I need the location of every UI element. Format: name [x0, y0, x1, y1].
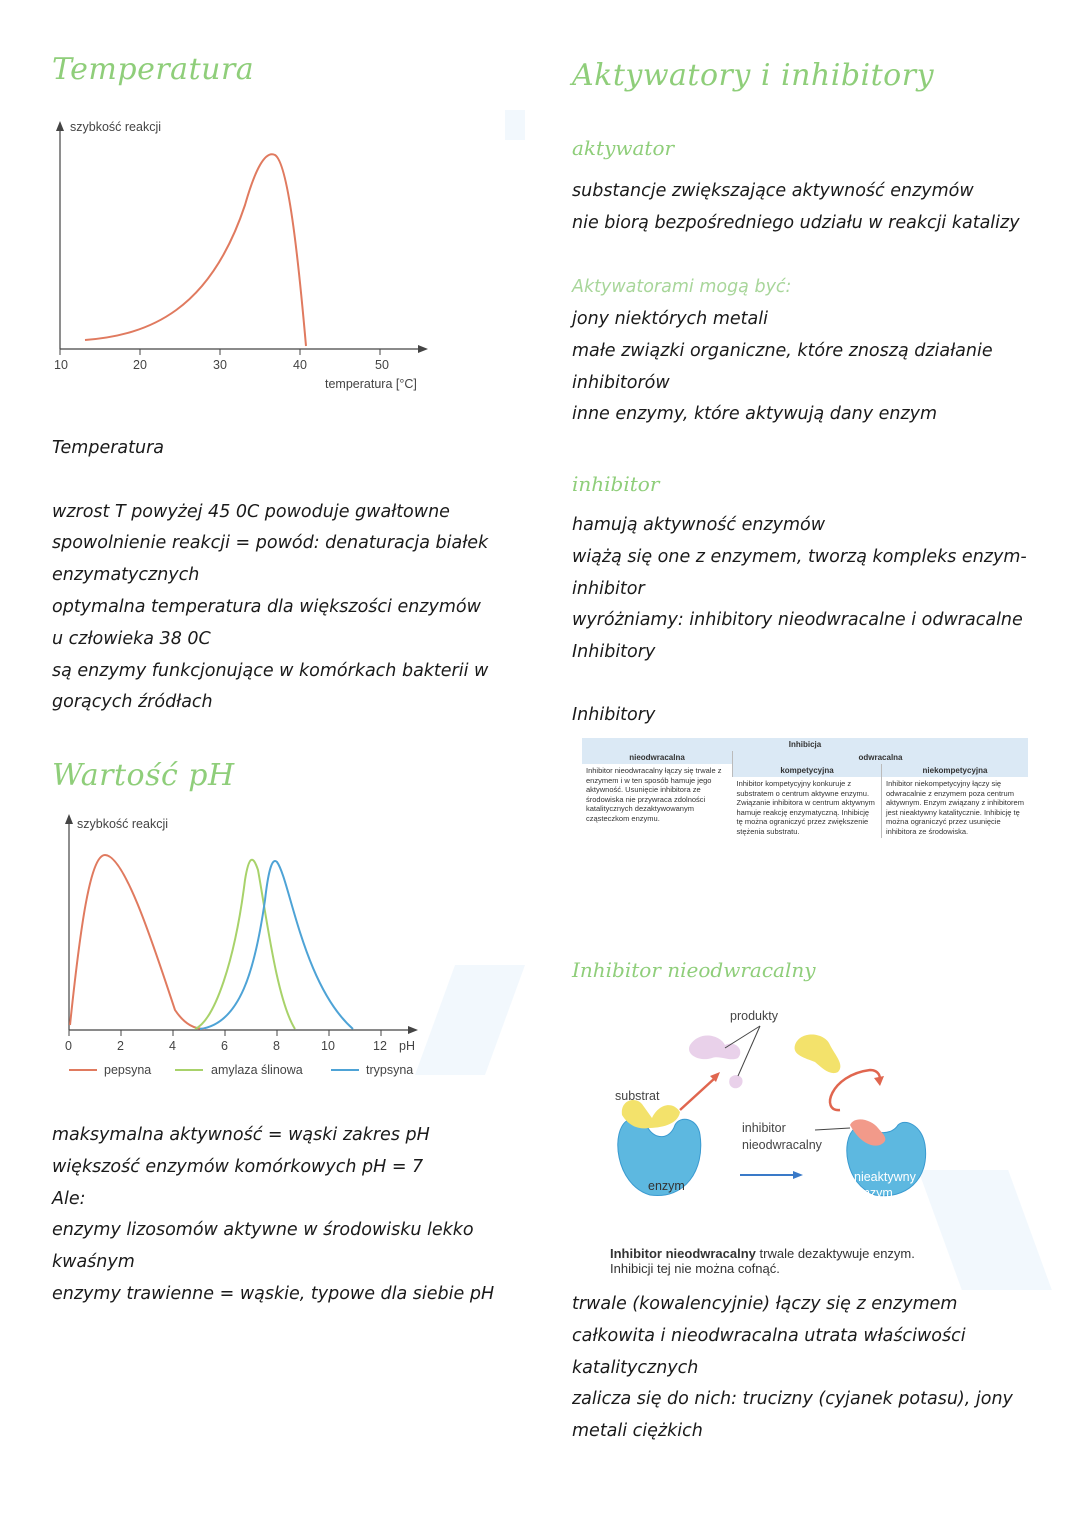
table-header-noncompetitive: niekompetycyjna — [882, 764, 1029, 777]
note-line: gorących źródłach — [52, 692, 213, 713]
caption-rest: trwale dezaktywuje enzym. — [755, 1246, 915, 1261]
table-title: Inhibicja — [582, 738, 1028, 751]
label-products: produkty — [730, 1009, 778, 1023]
temperature-heading: Temperatura — [52, 52, 255, 87]
irreversible-notes — [572, 1289, 1013, 1448]
legend-label: pepsyna — [104, 1063, 152, 1077]
note-line: optymalna temperatura dla większości enzymów — [52, 596, 481, 617]
y-axis-label: szybkość reakcji — [70, 120, 161, 134]
irreversible-inhibitor-diagram — [600, 1000, 960, 1215]
tick-label: 4 — [169, 1039, 176, 1053]
note-line: inhibitor — [572, 578, 645, 599]
note-line: są enzymy funkcjonujące w komórkach bakterii w — [52, 660, 489, 681]
table-cell-competitive: Inhibitor kompetycyjny konkuruje z substratem o centrum aktywne enzymu. Związanie inhibitora w centrum aktywnym hamuje reakcję enzymatyczną. Inhibicję tę można ograniczyć przez zwiększenie stężenia substratu. — [736, 779, 875, 836]
x-axis-label: pH — [399, 1039, 415, 1053]
caption-line-2: Inhibicji tej nie można cofnąć. — [610, 1261, 780, 1276]
tick-label: 6 — [221, 1039, 228, 1053]
table-cell-noncompetitive: Inhibitor niekompetycyjny łączy się odwracalnie z enzymem poza centrum aktywnym. Enzym związany z inhibitorem jest nieaktywny katalitycznie. Inhibicję tę można ograniczyć przez usunięcie inhibitora ze środowiska. — [882, 777, 1029, 838]
label-inhibitor-2: nieodwracalny — [742, 1138, 822, 1152]
note-line: maksymalna aktywność = wąski zakres pH — [52, 1125, 430, 1145]
legend-label: trypsyna — [366, 1063, 414, 1077]
ph-heading: Wartość pH — [52, 758, 235, 793]
note-line: substancje zwiększające aktywność enzymów — [572, 181, 974, 201]
note-line: enzymy trawienne = wąskie, typowe dla siebie pH — [52, 1283, 495, 1304]
note-line: wyróżniamy: inhibitory nieodwracalne i odwracalne — [572, 610, 1023, 631]
activator-heading: aktywator — [572, 136, 675, 160]
activators-inhibitors-heading: Aktywatory i inhibitory — [572, 58, 935, 93]
inhibitory-label: Inhibitory — [572, 705, 656, 725]
table-cell-irreversible: Inhibitor nieodwracalny łączy się trwale z enzymem i w ten sposób hamuje jego aktywność. Usunięcie inhibitora ze środowiska nie przywraca zdolności katalitycznych dezaktywowanym cząsteczkom enzymu. — [586, 766, 722, 823]
y-axis-label: szybkość reakcji — [77, 817, 168, 831]
tick-label: 20 — [133, 358, 147, 372]
note-line: kwaśnym — [52, 1252, 135, 1273]
activators-can-be-label: Aktywatorami mogą być: — [572, 277, 792, 297]
activator-notes — [572, 176, 1020, 240]
note-line: jony niektórych metali — [572, 309, 768, 329]
note-line: wzrost T powyżej 45 0C powoduje gwałtowne — [52, 501, 450, 522]
note-line: inne enzymy, które aktywują dany enzym — [572, 404, 938, 425]
inhibitor-heading: inhibitor — [572, 472, 660, 496]
tick-label: 50 — [375, 358, 389, 372]
note-line: spowolnienie reakcji = powód: denaturacja białek — [52, 533, 489, 554]
note-line: całkowita i nieodwracalna utrata właściwości — [572, 1325, 966, 1346]
note-line: zalicza się do nich: trucizny (cyjanek potasu), jony — [572, 1389, 1013, 1410]
inhibition-table — [582, 738, 1028, 838]
note-line: większość enzymów komórkowych pH = 7 — [52, 1156, 424, 1177]
trypsyna-curve — [200, 861, 353, 1029]
note-line: enzymatycznych — [52, 565, 200, 586]
pepsyna-curve — [70, 855, 205, 1029]
product-shape — [689, 1036, 740, 1060]
table-header-reversible: odwracalna — [733, 751, 1029, 764]
x-axis-label: temperatura [°C] — [325, 377, 417, 391]
tick-label: 12 — [373, 1039, 387, 1053]
table-header-competitive: kompetycyjna — [733, 764, 882, 777]
note-line: małe związki organiczne, które znoszą działanie — [572, 340, 993, 361]
note-line: hamują aktywność enzymów — [572, 515, 826, 535]
note-line: katalitycznych — [572, 1357, 699, 1378]
ph-chart — [55, 810, 435, 1085]
transform-arrow-head — [793, 1171, 803, 1179]
note-line: inhibitorów — [572, 372, 670, 393]
tick-label: 10 — [54, 358, 68, 372]
return-arrow — [830, 1070, 880, 1110]
note-line: Ale: — [52, 1188, 86, 1209]
amylaza-curve — [195, 860, 295, 1029]
y-axis-arrow — [56, 121, 64, 131]
note-line: metali ciężkich — [572, 1421, 703, 1442]
inhibitor-notes — [572, 510, 1027, 669]
label-enzyme: enzym — [648, 1179, 685, 1193]
activator-list — [572, 304, 993, 431]
temperature-chart — [40, 115, 460, 395]
tick-label: 30 — [213, 358, 227, 372]
note-line: u człowieka 38 0C — [52, 628, 211, 649]
return-arrow-head — [874, 1076, 884, 1086]
note-line: wiążą się one z enzymem, tworzą kompleks enzym- — [572, 546, 1027, 567]
tick-label: 0 — [65, 1039, 72, 1053]
substrate-free-shape — [795, 1034, 841, 1073]
label-inactive: nieaktywny — [854, 1170, 916, 1184]
tick-label: 40 — [293, 358, 307, 372]
inhibitor-pointer — [815, 1128, 850, 1130]
note-line — [52, 465, 488, 497]
temperature-curve — [85, 154, 306, 346]
label-inactive-2: enzym — [856, 1186, 893, 1200]
reaction-arrow — [680, 1078, 715, 1110]
product-shape — [729, 1075, 742, 1088]
substrate-shape — [622, 1100, 680, 1128]
irreversible-inhibitor-heading: Inhibitor nieodwracalny — [572, 958, 816, 982]
legend-label: amylaza ślinowa — [211, 1063, 303, 1077]
note-line: Inhibitory — [572, 642, 656, 663]
x-axis-arrow — [408, 1026, 418, 1034]
temperature-notes — [52, 433, 488, 719]
y-axis-arrow — [65, 814, 73, 824]
note-line: Temperatura — [52, 438, 165, 458]
tick-label: 10 — [321, 1039, 335, 1053]
label-substrate: substrat — [615, 1089, 660, 1103]
diagram-caption — [610, 1246, 915, 1276]
ph-notes — [52, 1120, 494, 1311]
tick-label: 2 — [117, 1039, 124, 1053]
label-inhibitor: inhibitor — [742, 1121, 786, 1135]
table-header-irreversible: nieodwracalna — [582, 751, 733, 764]
background-decoration — [505, 110, 525, 140]
note-line: nie biorą bezpośredniego udziału w reakcji katalizy — [572, 212, 1020, 233]
note-line: trwale (kowalencyjnie) łączy się z enzymem — [572, 1294, 958, 1314]
caption-bold: Inhibitor nieodwracalny — [610, 1246, 756, 1261]
note-line: enzymy lizosomów aktywne w środowisku lekko — [52, 1220, 474, 1241]
tick-label: 8 — [273, 1039, 280, 1053]
x-axis-arrow — [418, 345, 428, 353]
